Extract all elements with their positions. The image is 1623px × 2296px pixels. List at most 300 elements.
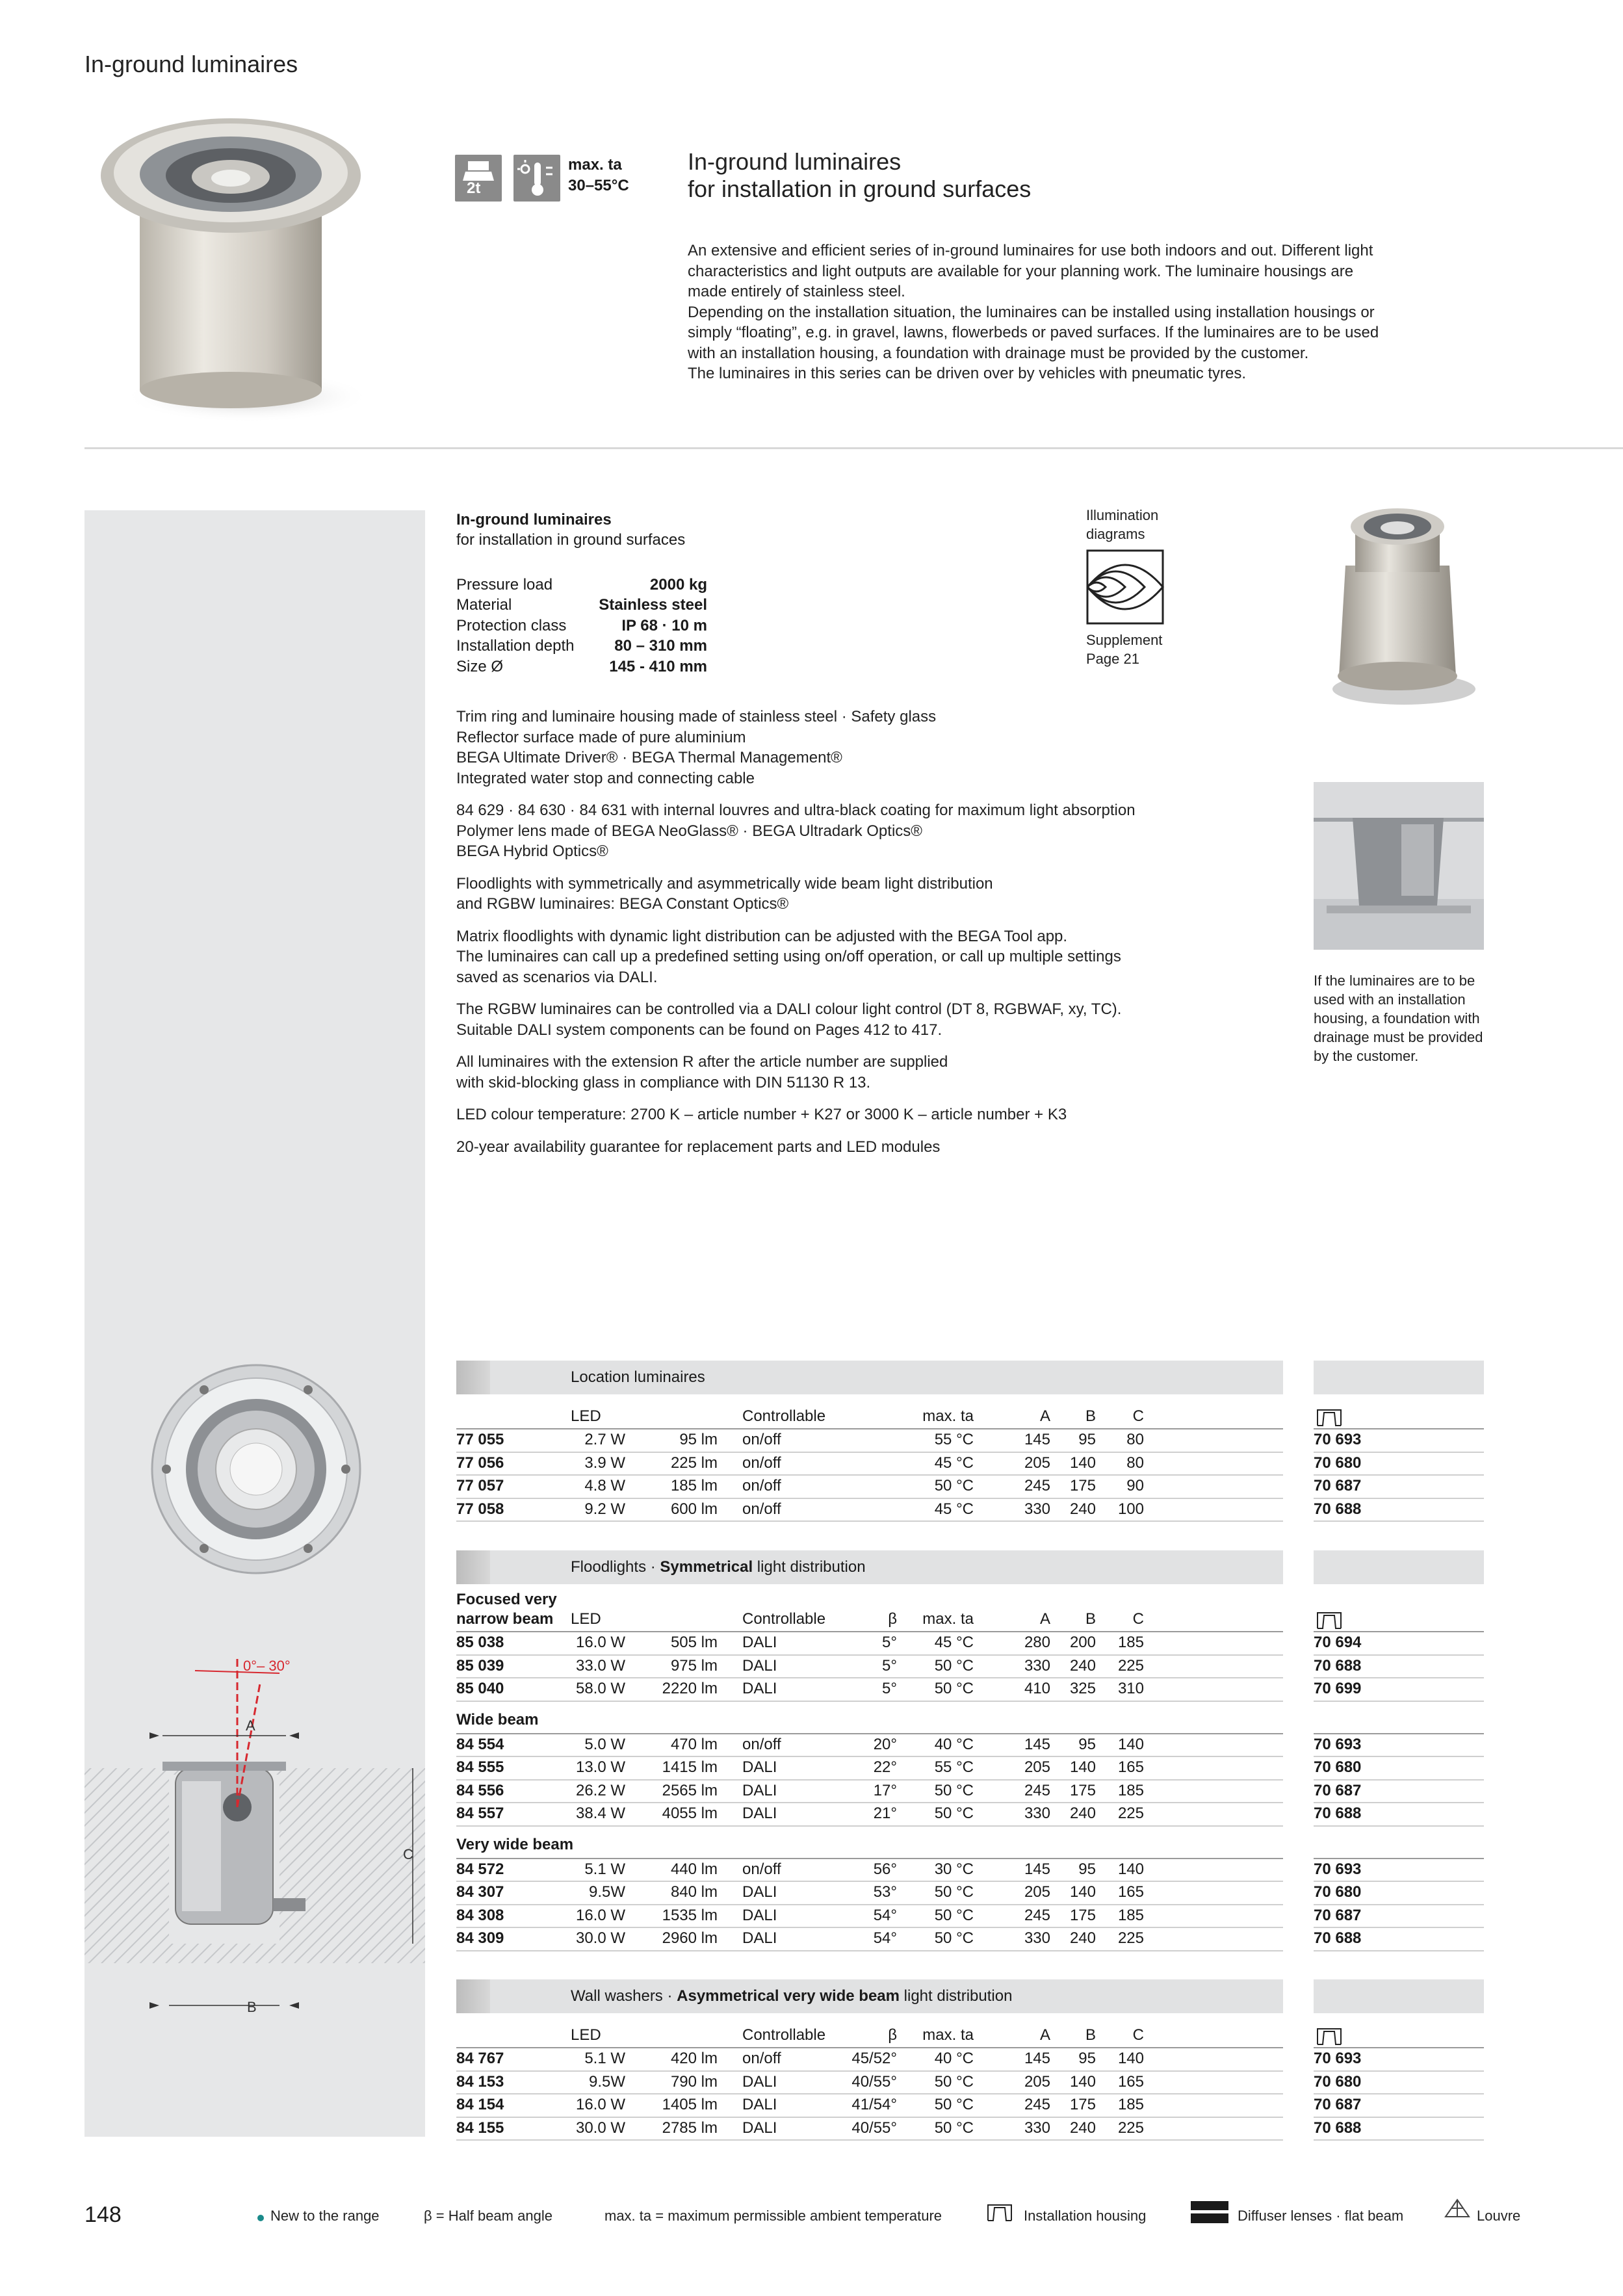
lumen-cell: 95 lm bbox=[679, 1431, 718, 1448]
table-rule bbox=[1314, 1498, 1484, 1499]
table-rule bbox=[1314, 1677, 1484, 1678]
power-cell: 9.2 W bbox=[584, 1500, 625, 1518]
accessory-heading bbox=[1314, 1979, 1484, 2013]
feature-paragraph: Floodlights with symmetrically and asymmetrically wide beam light distribution and RGBW luminaires: BEGA Constant Optics® bbox=[456, 874, 993, 913]
article-number: 84 557 bbox=[456, 1805, 504, 1822]
intro-line: The luminaires in this series can be driven over by vehicles with pneumatic tyres. bbox=[688, 365, 1247, 382]
temp-range-label: 30–55°C bbox=[568, 177, 629, 194]
ta-cell: 50 °C bbox=[934, 2119, 974, 2137]
dim-b-cell: 175 bbox=[1069, 1781, 1096, 1799]
dim-a-cell: 205 bbox=[1024, 2072, 1050, 2091]
housing-article-number: 70 693 bbox=[1314, 1735, 1362, 1753]
new-dot-icon bbox=[257, 2215, 264, 2221]
beta-cell: 5° bbox=[882, 1634, 897, 1651]
dim-b-cell: 95 bbox=[1078, 2050, 1096, 2067]
lumen-cell: 1405 lm bbox=[662, 2096, 718, 2113]
article-number: 84 554 bbox=[456, 1735, 504, 1753]
control-cell: on/off bbox=[742, 1431, 781, 1448]
group-label: Focused very bbox=[456, 1591, 557, 1608]
dim-a-cell: 145 bbox=[1024, 1735, 1050, 1753]
dim-a-cell: 330 bbox=[1024, 1929, 1050, 1947]
dim-b-cell: 140 bbox=[1069, 1758, 1096, 1776]
ta-cell: 45 °C bbox=[934, 1634, 974, 1651]
table-title: Location luminaires bbox=[571, 1368, 705, 1386]
housing-article-number: 70 687 bbox=[1314, 1781, 1362, 1799]
legend-beta: β = Half beam angle bbox=[424, 2208, 552, 2224]
dim-b-cell: 240 bbox=[1069, 2119, 1096, 2137]
housing-article-number: 70 693 bbox=[1314, 1860, 1362, 1878]
housing-article-number: 70 687 bbox=[1314, 2096, 1362, 2113]
table-rule bbox=[1314, 1881, 1484, 1882]
dim-a-cell: 205 bbox=[1024, 1454, 1050, 1472]
page-number: 148 bbox=[84, 2202, 122, 2227]
col-header-c: C bbox=[1132, 1407, 1144, 1425]
col-header-led: LED bbox=[571, 2026, 601, 2044]
article-number: 85 040 bbox=[456, 1680, 504, 1697]
dim-c-label: C bbox=[403, 1846, 413, 1862]
table-rule bbox=[1314, 1452, 1484, 1453]
beta-cell: 20° bbox=[873, 1735, 897, 1753]
col-header-controllable: Controllable bbox=[742, 2026, 826, 2044]
control-cell: DALI bbox=[742, 1805, 777, 1822]
feature-paragraph: All luminaires with the extension R after the article number are supplied with skid-blocking glass in compliance with DIN 51130 R 13. bbox=[456, 1053, 948, 1091]
article-number: 77 058 bbox=[456, 1500, 504, 1518]
col-header-maxta: max. ta bbox=[922, 2026, 974, 2044]
table-rule bbox=[1314, 1825, 1484, 1827]
dim-a-cell: 145 bbox=[1024, 1860, 1050, 1878]
power-cell: 16.0 W bbox=[575, 1634, 625, 1651]
table-rule bbox=[456, 1950, 1283, 1951]
feature-paragraph: Trim ring and luminaire housing made of stainless steel · Safety glass Reflector surface made of pure aluminium BEGA Ultimate Driver® · BEGA Thermal Management® Integrated water stop and connecting cable bbox=[456, 708, 937, 787]
housing-article-number: 70 680 bbox=[1314, 2072, 1362, 2091]
beta-cell: 45/52° bbox=[851, 2050, 897, 2067]
table-rule bbox=[1314, 2047, 1484, 2048]
table-rule bbox=[456, 1927, 1283, 1928]
table-thumb-icon bbox=[456, 1979, 490, 2013]
col-header-led: LED bbox=[571, 1610, 601, 1628]
feature-paragraph: 84 629 · 84 630 · 84 631 with internal louvres and ultra-black coating for maximum light absorption Polymer lens made of BEGA NeoGlass® · BEGA Ultradark Optics® BEGA Hybrid Optics® bbox=[456, 802, 1136, 860]
power-cell: 5.1 W bbox=[584, 1860, 625, 1878]
dim-a-cell: 410 bbox=[1024, 1680, 1050, 1697]
table-rule bbox=[456, 1701, 1283, 1702]
power-cell: 58.0 W bbox=[575, 1680, 625, 1697]
table-rule bbox=[456, 1881, 1283, 1882]
intro-line: made entirely of stainless steel. bbox=[688, 283, 905, 300]
installation-housing-icon bbox=[1316, 2026, 1342, 2046]
control-cell: DALI bbox=[742, 1906, 777, 1924]
dim-c-cell: 185 bbox=[1117, 2096, 1144, 2113]
table-rule bbox=[456, 2070, 1283, 2072]
article-number: 84 555 bbox=[456, 1758, 504, 1776]
article-number: 84 767 bbox=[456, 2050, 504, 2067]
lumen-cell: 505 lm bbox=[670, 1634, 718, 1651]
table-rule bbox=[1314, 1858, 1484, 1859]
dim-b-cell: 95 bbox=[1078, 1431, 1096, 1448]
lumen-cell: 225 lm bbox=[670, 1454, 718, 1472]
dim-c-cell: 185 bbox=[1117, 1781, 1144, 1799]
spec-row: Pressure load 2000 kg bbox=[456, 576, 707, 594]
install-note: If the luminaires are to be used with an installation housing, a foundation with drainage must be provided by the customer. bbox=[1314, 972, 1483, 1064]
lumen-cell: 790 lm bbox=[670, 2072, 718, 2091]
control-cell: DALI bbox=[742, 1680, 777, 1697]
dim-a-cell: 330 bbox=[1024, 2119, 1050, 2137]
housing-article-number: 70 687 bbox=[1314, 1477, 1362, 1494]
col-header-b: B bbox=[1085, 1407, 1096, 1425]
table-rule bbox=[456, 1631, 1283, 1632]
col-header-beta: β bbox=[888, 2026, 897, 2044]
dim-b-cell: 175 bbox=[1069, 1906, 1096, 1924]
table-rule bbox=[456, 1677, 1283, 1678]
ta-cell: 50 °C bbox=[934, 1477, 974, 1494]
dim-b-cell: 175 bbox=[1069, 2096, 1096, 2113]
table-rule bbox=[456, 1452, 1283, 1453]
table-rule bbox=[456, 1802, 1283, 1803]
louvre-icon bbox=[1443, 2197, 1472, 2223]
dim-c-cell: 90 bbox=[1126, 1477, 1144, 1494]
dim-a-cell: 145 bbox=[1024, 1431, 1050, 1448]
article-number: 77 057 bbox=[456, 1477, 504, 1494]
beta-cell: 17° bbox=[873, 1781, 897, 1799]
accessory-heading bbox=[1314, 1550, 1484, 1584]
article-number: 85 038 bbox=[456, 1634, 504, 1651]
spec-row: Size Ø 145 - 410 mm bbox=[456, 658, 707, 675]
col-header-c: C bbox=[1132, 1610, 1144, 1628]
lumen-cell: 2565 lm bbox=[662, 1781, 718, 1799]
table-rule bbox=[1314, 1428, 1484, 1429]
beta-cell: 54° bbox=[873, 1929, 897, 1947]
ta-cell: 45 °C bbox=[934, 1500, 974, 1518]
housing-article-number: 70 693 bbox=[1314, 1431, 1362, 1448]
housing-article-number: 70 688 bbox=[1314, 1805, 1362, 1822]
table-rule bbox=[456, 1498, 1283, 1499]
col-header-b: B bbox=[1085, 2026, 1096, 2044]
article-number: 77 056 bbox=[456, 1454, 504, 1472]
table-rule bbox=[456, 1904, 1283, 1905]
table-rule bbox=[456, 1520, 1283, 1522]
dim-b-cell: 95 bbox=[1078, 1735, 1096, 1753]
col-header-controllable: Controllable bbox=[742, 1610, 826, 1628]
max-ta-label: max. ta bbox=[568, 156, 622, 174]
ta-cell: 50 °C bbox=[934, 1883, 974, 1901]
control-cell: on/off bbox=[742, 1477, 781, 1494]
table-rule bbox=[1314, 1631, 1484, 1632]
illum-label: diagrams bbox=[1086, 526, 1145, 542]
article-number: 84 155 bbox=[456, 2119, 504, 2137]
beta-cell: 22° bbox=[873, 1758, 897, 1776]
beta-cell: 40/55° bbox=[851, 2072, 897, 2091]
table-heading bbox=[456, 1361, 1283, 1394]
lumen-cell: 2960 lm bbox=[662, 1929, 718, 1947]
article-number: 84 309 bbox=[456, 1929, 504, 1947]
dim-c-cell: 100 bbox=[1117, 1500, 1144, 1518]
housing-article-number: 70 680 bbox=[1314, 1454, 1362, 1472]
power-cell: 30.0 W bbox=[575, 1929, 625, 1947]
dim-b-cell: 175 bbox=[1069, 1477, 1096, 1494]
article-number: 84 307 bbox=[456, 1883, 504, 1901]
dim-a-cell: 330 bbox=[1024, 1656, 1050, 1675]
ta-cell: 50 °C bbox=[934, 1929, 974, 1947]
dim-a-cell: 330 bbox=[1024, 1805, 1050, 1822]
intro-line: Depending on the installation situation, the luminaires can be installed using installation housings or bbox=[688, 303, 1375, 321]
table-rule bbox=[456, 1756, 1283, 1757]
table-rule bbox=[1314, 2093, 1484, 2094]
col-header-maxta: max. ta bbox=[922, 1407, 974, 1425]
control-cell: DALI bbox=[742, 1781, 777, 1799]
ta-cell: 50 °C bbox=[934, 2096, 974, 2113]
dim-c-cell: 165 bbox=[1117, 2072, 1144, 2091]
housing-article-number: 70 680 bbox=[1314, 1883, 1362, 1901]
section-divider bbox=[84, 447, 1623, 449]
feature-paragraph: Matrix floodlights with dynamic light distribution can be adjusted with the BEGA Tool app. The luminaires can call up a predefined setting using on/off operation, or call up multiple settings saved as scenarios via DALI. bbox=[456, 927, 1121, 986]
dim-b-cell: 325 bbox=[1069, 1680, 1096, 1697]
table-rule bbox=[456, 1779, 1283, 1781]
table-rule bbox=[1314, 1701, 1484, 1702]
table-rule bbox=[456, 2117, 1283, 2118]
ta-cell: 50 °C bbox=[934, 1656, 974, 1675]
dim-b-cell: 200 bbox=[1069, 1634, 1096, 1651]
group-label: narrow beam bbox=[456, 1610, 554, 1628]
power-cell: 3.9 W bbox=[584, 1454, 625, 1472]
housing-article-number: 70 694 bbox=[1314, 1634, 1362, 1651]
dim-b-cell: 140 bbox=[1069, 2072, 1096, 2091]
dim-c-cell: 165 bbox=[1117, 1883, 1144, 1901]
ta-cell: 55 °C bbox=[934, 1431, 974, 1448]
col-header-led: LED bbox=[571, 1407, 601, 1425]
intro-line: characteristics and light outputs are available for your planning work. The luminaire housings are bbox=[688, 262, 1354, 280]
ta-cell: 55 °C bbox=[934, 1758, 974, 1776]
table-rule bbox=[1314, 1733, 1484, 1734]
table-rule bbox=[456, 1474, 1283, 1476]
control-cell: DALI bbox=[742, 2096, 777, 2113]
col-header-a: A bbox=[1039, 1407, 1050, 1425]
legend-louvre: Louvre bbox=[1477, 2208, 1521, 2224]
col-header-beta: β bbox=[888, 1610, 897, 1628]
table-rule bbox=[456, 1858, 1283, 1859]
article-number: 84 153 bbox=[456, 2072, 504, 2091]
housing-article-number: 70 699 bbox=[1314, 1680, 1362, 1697]
col-header-controllable: Controllable bbox=[742, 1407, 826, 1425]
table-rule bbox=[456, 1654, 1283, 1656]
power-cell: 30.0 W bbox=[575, 2119, 625, 2137]
power-cell: 5.0 W bbox=[584, 1735, 625, 1753]
housing-article-number: 70 688 bbox=[1314, 1500, 1362, 1518]
dim-c-cell: 140 bbox=[1117, 1735, 1144, 1753]
control-cell: DALI bbox=[742, 2072, 777, 2091]
intro-line: simply “floating”, e.g. in gravel, lawns, flowerbeds or paved surfaces. If the luminaires are to be used bbox=[688, 324, 1379, 341]
lumen-cell: 4055 lm bbox=[662, 1805, 718, 1822]
intro-text bbox=[688, 241, 1455, 384]
control-cell: DALI bbox=[742, 1656, 777, 1675]
intro-line: with an installation housing, a foundation with drainage must be provided by the customer. bbox=[688, 344, 1309, 362]
dim-c-cell: 185 bbox=[1117, 1634, 1144, 1651]
intro-line: An extensive and efficient series of in-ground luminaires for use both indoors and out. Different light bbox=[688, 242, 1373, 259]
dim-c-cell: 140 bbox=[1117, 1860, 1144, 1878]
ta-cell: 40 °C bbox=[934, 2050, 974, 2067]
lumen-cell: 1535 lm bbox=[662, 1906, 718, 1924]
lumen-cell: 1415 lm bbox=[662, 1758, 718, 1776]
header-subtitle: for installation in ground surfaces bbox=[688, 176, 1032, 202]
feature-paragraph: LED colour temperature: 2700 K – article number + K27 or 3000 K – article number + K3 bbox=[456, 1106, 1067, 1123]
dim-a-cell: 205 bbox=[1024, 1883, 1050, 1901]
article-number: 84 572 bbox=[456, 1860, 504, 1878]
dim-a-cell: 330 bbox=[1024, 1500, 1050, 1518]
features-block bbox=[456, 707, 1275, 1169]
ta-cell: 50 °C bbox=[934, 1781, 974, 1799]
beta-cell: 41/54° bbox=[851, 2096, 897, 2113]
table-rule bbox=[456, 1825, 1283, 1827]
dim-c-cell: 80 bbox=[1126, 1454, 1144, 1472]
ta-cell: 50 °C bbox=[934, 1805, 974, 1822]
housing-article-number: 70 688 bbox=[1314, 1656, 1362, 1675]
table-rule bbox=[1314, 1654, 1484, 1656]
ta-cell: 30 °C bbox=[934, 1860, 974, 1878]
power-cell: 16.0 W bbox=[575, 1906, 625, 1924]
col-header-a: A bbox=[1039, 1610, 1050, 1628]
legend-diffuser: Diffuser lenses · flat beam bbox=[1238, 2208, 1404, 2224]
dim-b-cell: 140 bbox=[1069, 1454, 1096, 1472]
luminaire-top-view bbox=[147, 1360, 365, 1578]
installation-housing-photo bbox=[1319, 501, 1475, 709]
beta-cell: 54° bbox=[873, 1906, 897, 1924]
legend-housing: Installation housing bbox=[1024, 2208, 1147, 2224]
installation-section-image bbox=[1314, 782, 1484, 950]
lumen-cell: 420 lm bbox=[670, 2050, 718, 2067]
dim-c-cell: 225 bbox=[1117, 1805, 1144, 1822]
dim-b-cell: 240 bbox=[1069, 1500, 1096, 1518]
product-subtitle: for installation in ground surfaces bbox=[456, 531, 686, 549]
installation-housing-icon bbox=[1316, 1407, 1342, 1427]
table-thumb-icon bbox=[456, 1361, 490, 1394]
beta-cell: 5° bbox=[882, 1656, 897, 1675]
power-cell: 4.8 W bbox=[584, 1477, 625, 1494]
dim-a-cell: 145 bbox=[1024, 2050, 1050, 2067]
article-number: 84 556 bbox=[456, 1781, 504, 1799]
dim-c-cell: 310 bbox=[1117, 1680, 1144, 1697]
dim-c-cell: 225 bbox=[1117, 1656, 1144, 1675]
table-title: Wall washers · Asymmetrical very wide beam light distribution bbox=[571, 1987, 1013, 2005]
lumen-cell: 470 lm bbox=[670, 1735, 718, 1753]
article-number: 84 308 bbox=[456, 1906, 504, 1924]
table-rule bbox=[456, 1428, 1283, 1429]
power-cell: 33.0 W bbox=[575, 1656, 625, 1675]
table-rule bbox=[1314, 1779, 1484, 1781]
beta-cell: 56° bbox=[873, 1860, 897, 1878]
feature-paragraph: The RGBW luminaires can be controlled via a DALI colour light control (DT 8, RGBWAF, xy, TC). Suitable DALI system components can be found on Pages 412 to 417. bbox=[456, 1000, 1122, 1039]
spec-row: Material Stainless steel bbox=[456, 596, 707, 614]
control-cell: on/off bbox=[742, 1735, 781, 1753]
load-label: 2t bbox=[467, 179, 481, 197]
dim-c-cell: 80 bbox=[1126, 1431, 1144, 1448]
supplement-page: Page 21 bbox=[1086, 651, 1139, 667]
lumen-cell: 185 lm bbox=[670, 1477, 718, 1494]
table-rule bbox=[1314, 1756, 1484, 1757]
dim-c-cell: 185 bbox=[1117, 1906, 1144, 1924]
ta-cell: 50 °C bbox=[934, 1906, 974, 1924]
angle-label: 0°– 30° bbox=[243, 1658, 291, 1674]
lumen-cell: 840 lm bbox=[670, 1883, 718, 1901]
illumination-diagram-icon[interactable] bbox=[1086, 549, 1164, 625]
legend-maxta: max. ta = maximum permissible ambient temperature bbox=[604, 2208, 942, 2224]
accessory-heading bbox=[1314, 1361, 1484, 1394]
dim-b-label: B bbox=[247, 1999, 257, 2015]
lumen-cell: 600 lm bbox=[670, 1500, 718, 1518]
dim-b-cell: 240 bbox=[1069, 1929, 1096, 1947]
group-label: Very wide beam bbox=[456, 1835, 574, 1853]
dim-c-cell: 225 bbox=[1117, 2119, 1144, 2137]
table-title: Floodlights · Symmetrical light distribution bbox=[571, 1558, 866, 1576]
table-rule bbox=[1314, 1950, 1484, 1951]
power-cell: 9.5W bbox=[588, 2072, 625, 2091]
control-cell: DALI bbox=[742, 1883, 777, 1901]
control-cell: on/off bbox=[742, 2050, 781, 2067]
dim-a-cell: 245 bbox=[1024, 1906, 1050, 1924]
power-cell: 5.1 W bbox=[584, 2050, 625, 2067]
col-header-c: C bbox=[1132, 2026, 1144, 2044]
col-header-a: A bbox=[1039, 2026, 1050, 2044]
legend-new: New to the range bbox=[270, 2208, 380, 2224]
thermometer-icon bbox=[513, 155, 560, 202]
diffuser-lens-icon bbox=[1191, 2201, 1228, 2223]
housing-article-number: 70 688 bbox=[1314, 1929, 1362, 1947]
control-cell: DALI bbox=[742, 1758, 777, 1776]
beta-cell: 40/55° bbox=[851, 2119, 897, 2137]
power-cell: 2.7 W bbox=[584, 1431, 625, 1448]
dim-a-label: A bbox=[246, 1717, 255, 1734]
dim-c-cell: 225 bbox=[1117, 1929, 1144, 1947]
table-rule bbox=[456, 2093, 1283, 2094]
dim-b-cell: 140 bbox=[1069, 1883, 1096, 1901]
table-rule bbox=[1314, 2117, 1484, 2118]
dim-a-cell: 245 bbox=[1024, 1781, 1050, 1799]
group-label: Wide beam bbox=[456, 1710, 539, 1729]
ta-cell: 50 °C bbox=[934, 2072, 974, 2091]
power-cell: 16.0 W bbox=[575, 2096, 625, 2113]
housing-article-number: 70 688 bbox=[1314, 2119, 1362, 2137]
control-cell: on/off bbox=[742, 1454, 781, 1472]
power-cell: 26.2 W bbox=[575, 1781, 625, 1799]
lumen-cell: 440 lm bbox=[670, 1860, 718, 1878]
ta-cell: 40 °C bbox=[934, 1735, 974, 1753]
dim-c-cell: 165 bbox=[1117, 1758, 1144, 1776]
section-diagram bbox=[84, 1658, 425, 2022]
housing-article-number: 70 687 bbox=[1314, 1906, 1362, 1924]
table-rule bbox=[1314, 2139, 1484, 2141]
table-rule bbox=[1314, 1904, 1484, 1905]
housing-article-number: 70 693 bbox=[1314, 2050, 1362, 2067]
housing-article-number: 70 680 bbox=[1314, 1758, 1362, 1776]
pressure-load-icon bbox=[455, 155, 502, 202]
installation-housing-icon bbox=[1316, 1610, 1342, 1630]
beta-cell: 53° bbox=[873, 1883, 897, 1901]
lumen-cell: 2785 lm bbox=[662, 2119, 718, 2137]
article-number: 77 055 bbox=[456, 1431, 504, 1448]
dim-b-cell: 95 bbox=[1078, 1860, 1096, 1878]
dim-a-cell: 245 bbox=[1024, 2096, 1050, 2113]
control-cell: DALI bbox=[742, 2119, 777, 2137]
table-rule bbox=[1314, 1927, 1484, 1928]
col-header-maxta: max. ta bbox=[922, 1610, 974, 1628]
article-number: 84 154 bbox=[456, 2096, 504, 2113]
control-cell: on/off bbox=[742, 1500, 781, 1518]
power-cell: 9.5W bbox=[588, 1883, 625, 1901]
dim-c-cell: 140 bbox=[1117, 2050, 1144, 2067]
page-title: In-ground luminaires bbox=[84, 51, 298, 77]
table-rule bbox=[456, 2047, 1283, 2048]
power-cell: 38.4 W bbox=[575, 1805, 625, 1822]
control-cell: on/off bbox=[742, 1860, 781, 1878]
table-heading bbox=[456, 1550, 1283, 1584]
ta-cell: 50 °C bbox=[934, 1680, 974, 1697]
